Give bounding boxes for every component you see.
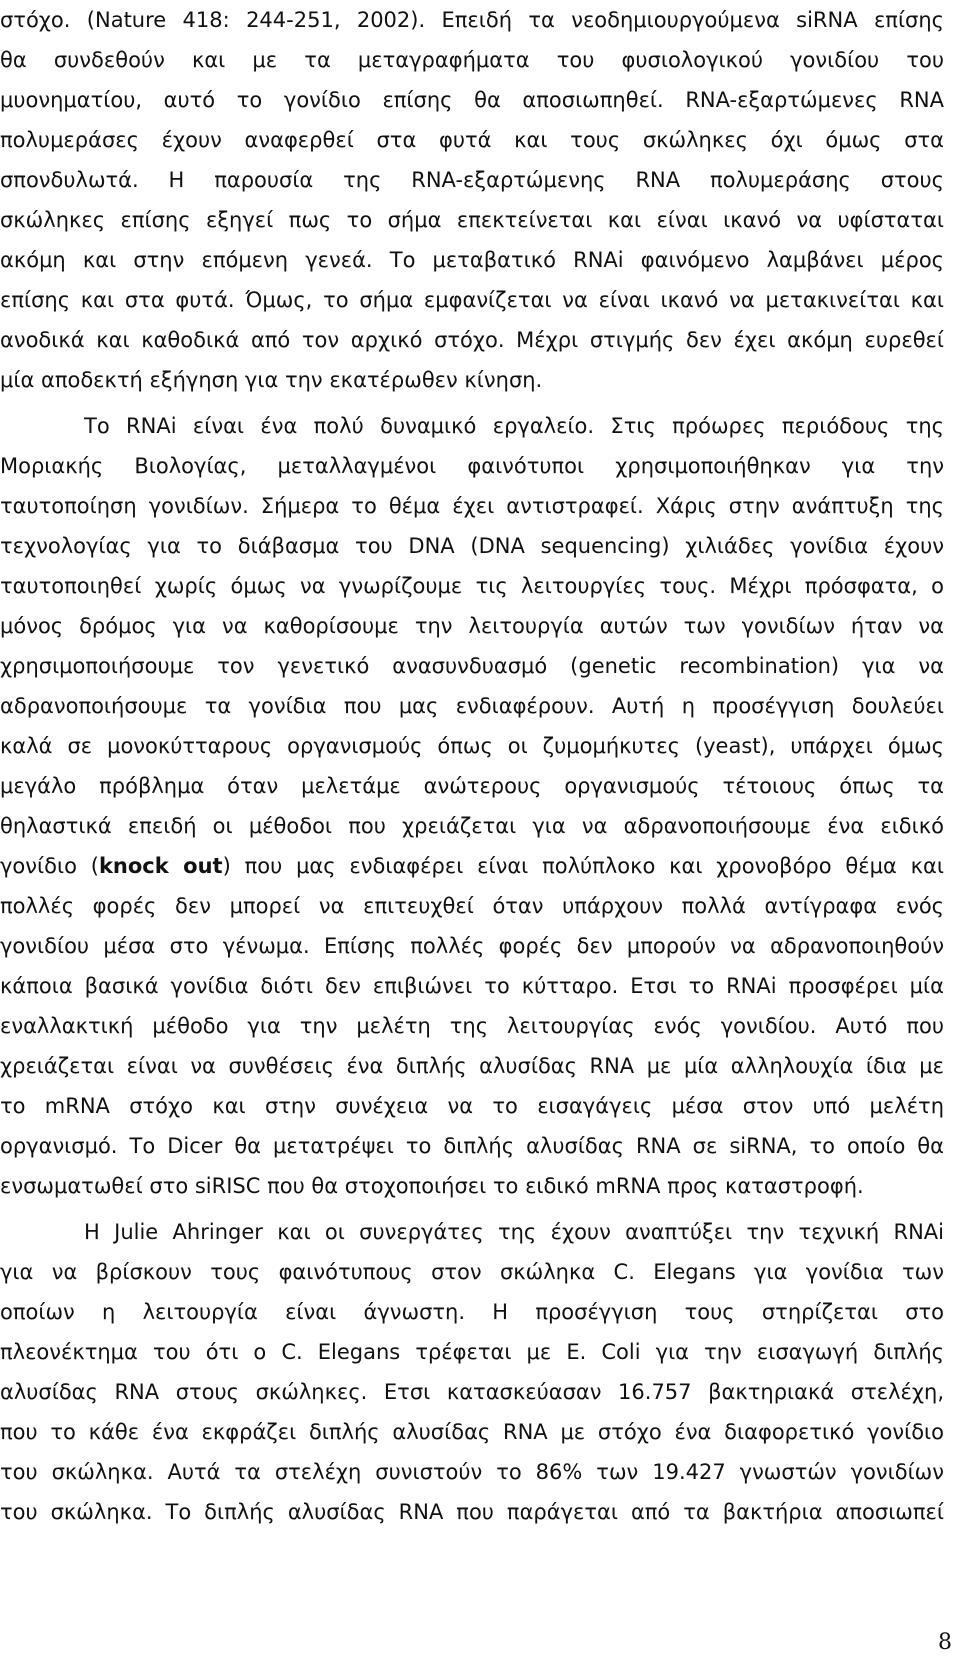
text-line: αλυσίδας RNA στους σκώληκες. Ετσι κατασκεύασαν 16.757 βακτηριακά στελέχη,: [0, 1380, 944, 1404]
page-number: 8: [938, 1630, 952, 1655]
text-line: ταυτοποίηση γονιδίων. Σήμερα το θέμα έχει αντιστραφεί. Χάρις στην ανάπτυξη της: [0, 494, 944, 518]
text-line: τεχνολογίας για το διάβασμα του DNA (DNA sequencing) χιλιάδες γονίδια έχουν: [0, 534, 944, 558]
text-line: κάποια βασικά γονίδια διότι δεν επιβιώνει το κύτταρο. Ετσι το RNAi προσφέρει μία: [0, 974, 944, 998]
text-line: ακόμη και στην επόμενη γενεά. Το μεταβατικό RNAi φαινόμενο λαμβάνει μέρος: [0, 248, 944, 272]
text-line: αδρανοποιήσουμε τα γονίδια που μας ενδιαφέρουν. Αυτή η προσέγγιση δουλεύει: [0, 694, 944, 718]
paragraph-start-line: Η Julie Ahringer και οι συνεργάτες της έχουν αναπτύξει την τεχνική RNAi: [84, 1220, 944, 1244]
text-line: οργανισμό. Το Dicer θα μετατρέψει το διπλής αλυσίδας RNA σε siRNA, το οποίο θα: [0, 1134, 944, 1158]
text-line: εναλλακτική μέθοδο για την μελέτη της λειτουργίας ενός γονιδίου. Αυτό που: [0, 1014, 944, 1038]
text-line: μόνος δρόμος για να καθορίσουμε την λειτουργία αυτών των γονιδίων ήταν να: [0, 614, 944, 638]
text-line: γονιδίου μέσα στο γένωμα. Επίσης πολλές φορές δεν μπορούν να αδρανοποιηθούν: [0, 934, 944, 958]
bold-term: knock out: [98, 854, 223, 878]
text-line: χρησιμοποιήσουμε τον γενετικό ανασυνδυασμό (genetic recombination) για να: [0, 654, 944, 678]
text-line: καλά σε μονοκύτταρους οργανισμούς όπως οι ζυμομήκυτες (yeast), υπάρχει όμως: [0, 734, 944, 758]
paragraph-start-line: Το RNAi είναι ένα πολύ δυναμικό εργαλείο. Στις πρόωρες περιόδους της: [84, 414, 944, 438]
text-line: θηλαστικά επειδή οι μέθοδοι που χρειάζεται για να αδρανοποιήσουμε ένα ειδικό: [0, 814, 944, 838]
text-fragment: γονίδιο (: [0, 854, 99, 878]
text-line: πολλές φορές δεν μπορεί να επιτευχθεί όταν υπάρχουν πολλά αντίγραφα ενός: [0, 894, 944, 918]
text-line: μεγάλο πρόβλημα όταν μελετάμε ανώτερους οργανισμούς τέτοιους όπως τα: [0, 774, 944, 798]
text-line: Μοριακής Βιολογίας, μεταλλαγμένοι φαινότυποι χρησιμοποιήθηκαν για την: [0, 454, 944, 478]
text-line: το mRNA στόχο και στην συνέχεια να το εισαγάγεις μέσα στον υπό μελέτη: [0, 1094, 944, 1118]
text-line: θα συνδεθούν και με τα μεταγραφήματα του φυσιολογικού γονιδίου του: [0, 48, 944, 72]
text-line: που το κάθε ένα εκφράζει διπλής αλυσίδας RNA με στόχο ένα διαφορετικό γονίδιο: [0, 1420, 944, 1444]
text-line: μία αποδεκτή εξήγηση για την εκατέρωθεν κίνηση.: [0, 368, 543, 392]
text-line: πολυμεράσες έχουν αναφερθεί στα φυτά και τους σκώληκες όχι όμως στα: [0, 128, 944, 152]
text-line: οποίων η λειτουργία είναι άγνωστη. Η προσέγγιση τους στηρίζεται στο: [0, 1300, 944, 1324]
text-line: σκώληκες επίσης εξηγεί πως το σήμα επεκτείνεται και είναι ικανό να υφίσταται: [0, 208, 944, 232]
text-line: επίσης και στα φυτά. Όμως, το σήμα εμφανίζεται να είναι ικανό να μετακινείται και: [0, 288, 944, 312]
text-line: σπονδυλωτά. Η παρουσία της RNA-εξαρτώμενης RNA πολυμεράσης στους: [0, 168, 944, 192]
text-line: του σκώληκα. Αυτά τα στελέχη συνιστούν το 86% των 19.427 γνωστών γονιδίων: [0, 1460, 944, 1484]
text-fragment: ) που μας ενδιαφέρει είναι πολύπλοκο και χρονοβόρο θέμα και: [222, 854, 944, 878]
text-line: ενσωματωθεί στο siRISC που θα στοχοποιήσει το ειδικό mRNA προς καταστροφή.: [0, 1174, 864, 1198]
text-line-with-bold: [0, 846, 944, 886]
text-line: στόχο. (Nature 418: 244-251, 2002). Επειδή τα νεοδημιουργούμενα siRNA επίσης: [0, 8, 944, 32]
text-line: για να βρίσκουν τους φαινότυπους στον σκώληκα C. Elegans για γονίδια των: [0, 1260, 944, 1284]
text-line: μυονηματίου, αυτό το γονίδιο επίσης θα αποσιωπηθεί. RNA-εξαρτώμενες RNA: [0, 88, 944, 112]
text-line: του σκώληκα. Το διπλής αλυσίδας RNA που παράγεται από τα βακτήρια αποσιωπεί: [0, 1500, 944, 1524]
text-line: χρειάζεται είναι να συνθέσεις ένα διπλής αλυσίδας RNA με μία αλληλουχία ίδια με: [0, 1054, 944, 1078]
text-line: ανοδικά και καθοδικά από τον αρχικό στόχο. Μέχρι στιγμής δεν έχει ακόμη ευρεθεί: [0, 328, 944, 352]
text-line: πλεονέκτημα του ότι ο C. Elegans τρέφεται με E. Coli για την εισαγωγή διπλής: [0, 1340, 944, 1364]
text-line: ταυτοποιηθεί χωρίς όμως να γνωρίζουμε τις λειτουργίες τους. Μέχρι πρόσφατα, ο: [0, 574, 944, 598]
